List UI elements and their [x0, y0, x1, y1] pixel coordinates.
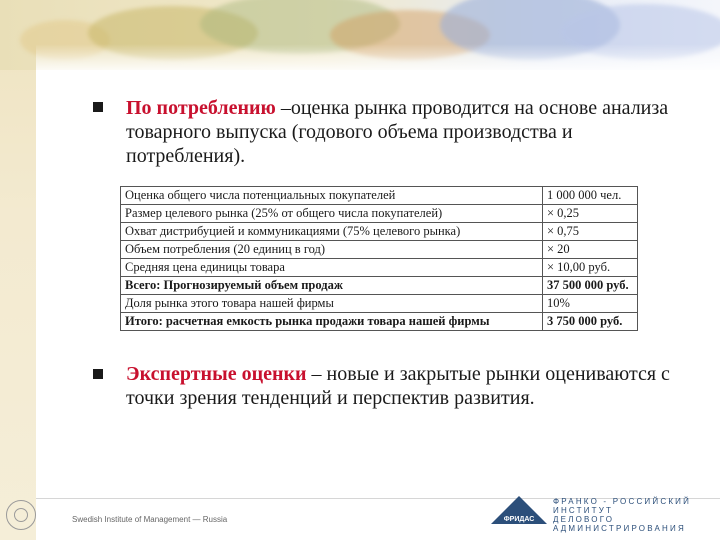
- bullet-heading: Экспертные оценки: [126, 363, 307, 385]
- bullet-text-consumption: [126, 96, 686, 168]
- bullet-heading: По потреблению: [126, 97, 276, 119]
- row-value: 37 500 000 руб.: [543, 277, 638, 295]
- institute-line-2: ДЕЛОВОГО АДМИНИСТРИРОВАНИЯ: [553, 515, 686, 533]
- footer-institute-name: [553, 497, 720, 533]
- table-row-result: [121, 313, 638, 331]
- row-label: Средняя цена единицы товара: [121, 259, 543, 277]
- table-row: [121, 241, 638, 259]
- row-value: × 20: [543, 241, 638, 259]
- decorative-left-strip: [0, 0, 36, 540]
- logo-text: ФРИДАС: [503, 516, 535, 523]
- bullet-body: – новые и закрытые рынки оцениваются с точки зрения тенденций и перспектив развития.: [126, 363, 670, 409]
- table-row: [121, 259, 638, 277]
- row-label: Объем потребления (20 единиц в год): [121, 241, 543, 259]
- market-capacity-table: [120, 186, 638, 331]
- footer-institute-text: Swedish Institute of Management — Russia: [72, 515, 228, 524]
- row-value: × 0,75: [543, 223, 638, 241]
- row-value: × 0,25: [543, 205, 638, 223]
- fridas-logo-icon: [489, 494, 549, 528]
- row-label: Доля рынка этого товара нашей фирмы: [121, 295, 543, 313]
- bullet-marker: [93, 369, 103, 379]
- row-label: Размер целевого рынка (25% от общего числа покупателей): [121, 205, 543, 223]
- table-row: [121, 295, 638, 313]
- row-label: Оценка общего числа потенциальных покупателей: [121, 187, 543, 205]
- institute-line-1: ФРАНКО - РОССИЙСКИЙ ИНСТИТУТ: [553, 497, 692, 515]
- bullet-text-expert: [126, 362, 686, 410]
- row-value: 10%: [543, 295, 638, 313]
- circle-logo-icon: [6, 500, 36, 530]
- table-row-total: [121, 277, 638, 295]
- bullet-marker: [93, 102, 103, 112]
- row-value: × 10,00 руб.: [543, 259, 638, 277]
- header-fade: [36, 44, 720, 74]
- table-row: [121, 205, 638, 223]
- row-value: 3 750 000 руб.: [543, 313, 638, 331]
- table-row: [121, 187, 638, 205]
- row-value: 1 000 000 чел.: [543, 187, 638, 205]
- bullet-body: –оценка рынка проводится на основе анализа товарного выпуска (годового объема производства и потребления).: [126, 97, 669, 167]
- row-label: Охват дистрибуцией и коммуникациями (75% целевого рынка): [121, 223, 543, 241]
- row-label: Всего: Прогнозируемый объем продаж: [121, 277, 543, 295]
- row-label: Итого: расчетная емкость рынка продажи товара нашей фирмы: [121, 313, 543, 331]
- table-row: [121, 223, 638, 241]
